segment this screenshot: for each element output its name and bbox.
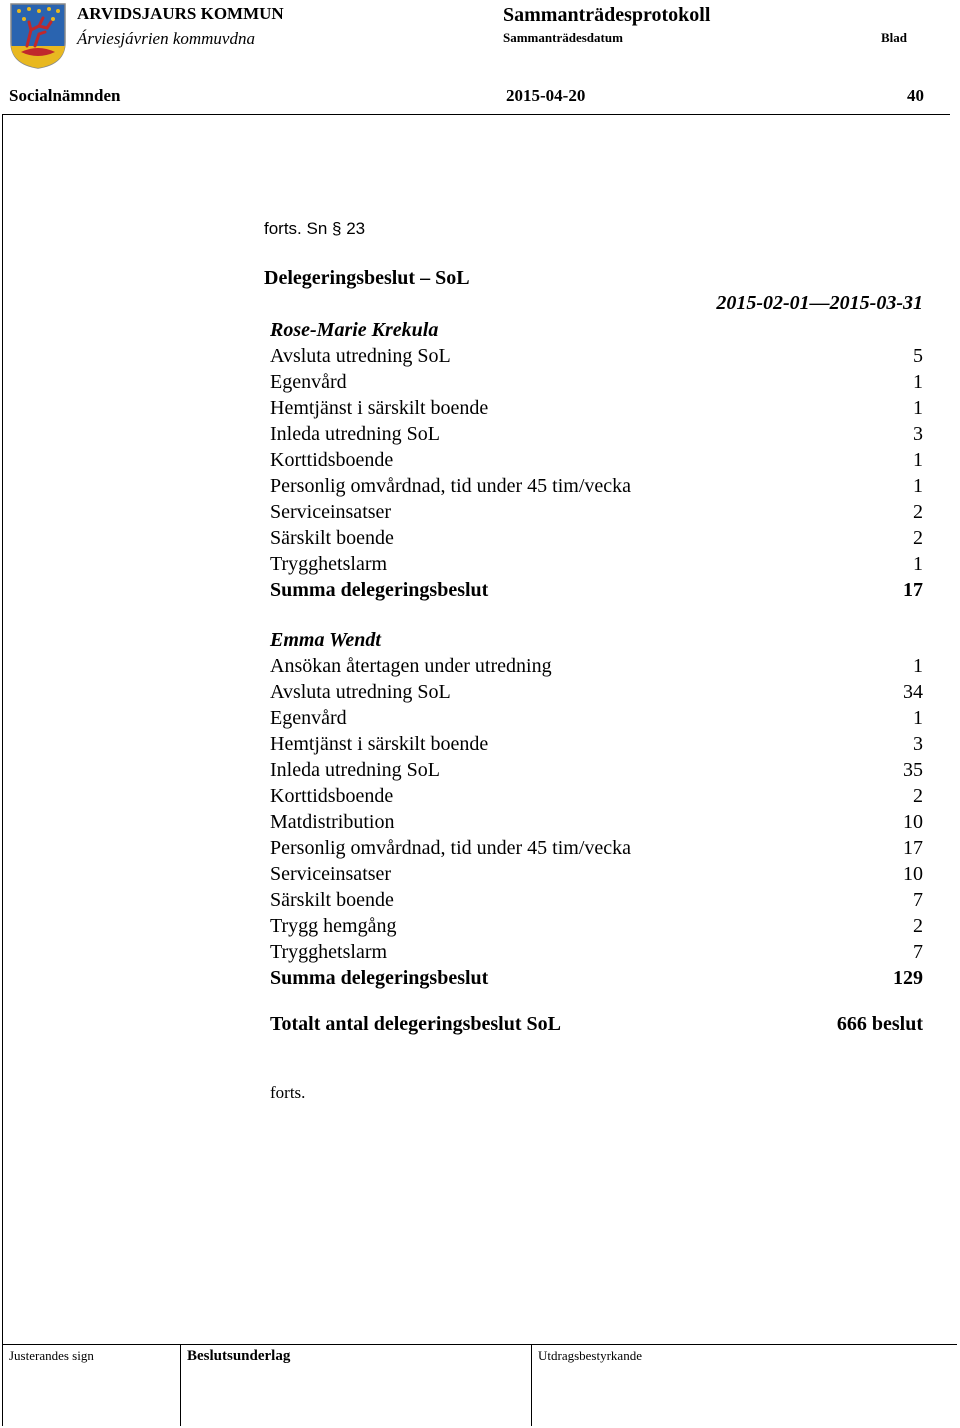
list-item [270, 835, 923, 861]
row-label: Hemtjänst i särskilt boende [270, 397, 489, 419]
list-item [270, 499, 923, 525]
total-label: Totalt antal delegeringsbeslut SoL [270, 1013, 561, 1035]
row-value: 1 [913, 707, 923, 729]
row-value: 35 [903, 759, 923, 781]
list-item [270, 705, 923, 731]
report-period: 2015-02-01—2015-03-31 [716, 292, 923, 314]
row-label: Matdistribution [270, 811, 395, 833]
page-label: Blad [881, 30, 908, 45]
row-label: Trygghetslarm [270, 941, 388, 963]
decision-group-emma-wendt [270, 627, 923, 991]
row-label: Avsluta utredning SoL [270, 345, 451, 367]
list-item [270, 783, 923, 809]
row-value: 7 [913, 889, 923, 911]
row-value: 10 [903, 811, 923, 833]
list-item [270, 447, 923, 473]
sum-value: 129 [893, 967, 923, 989]
row-label: Hemtjänst i särskilt boende [270, 733, 489, 755]
meeting-date: 2015-04-20 [506, 86, 586, 105]
row-value: 34 [903, 681, 923, 703]
row-label: Korttidsboende [270, 449, 394, 471]
row-label: Serviceinsatser [270, 501, 392, 523]
row-label: Avsluta utredning SoL [270, 681, 451, 703]
continued-reference: forts. Sn § 23 [264, 219, 366, 238]
signature-label: Justerandes sign [9, 1348, 94, 1363]
footer-divider [2, 1344, 957, 1345]
left-margin-line [2, 114, 3, 1426]
list-item [270, 809, 923, 835]
row-value: 1 [913, 475, 923, 497]
header-divider [2, 114, 950, 115]
row-label: Serviceinsatser [270, 863, 392, 885]
list-item [270, 679, 923, 705]
list-item [270, 757, 923, 783]
list-item [270, 731, 923, 757]
municipal-crest-logo [9, 2, 67, 70]
row-value: 5 [913, 345, 923, 367]
org-subtitle: Árviesjávrien kommuvdna [77, 29, 255, 48]
row-value: 2 [913, 915, 923, 937]
row-label: Personlig omvårdnad, tid under 45 tim/vecka [270, 475, 632, 497]
row-value: 10 [903, 863, 923, 885]
list-item [270, 913, 923, 939]
extract-certification-label: Utdragsbestyrkande [538, 1348, 642, 1363]
row-label: Särskilt boende [270, 527, 394, 549]
row-label: Ansökan återtagen under utredning [270, 655, 552, 677]
group-sum-row [270, 965, 923, 991]
total-value: 666 beslut [836, 1013, 923, 1035]
row-value: 1 [913, 655, 923, 677]
row-value: 1 [913, 397, 923, 419]
row-value: 1 [913, 449, 923, 471]
row-label: Egenvård [270, 707, 347, 729]
section-title: Delegeringsbeslut – SoL [264, 267, 470, 289]
person-name: Emma Wendt [270, 629, 381, 651]
sum-label: Summa delegeringsbeslut [270, 967, 489, 989]
list-item [270, 473, 923, 499]
org-name: ARVIDSJAURS KOMMUN [77, 4, 284, 23]
list-item [270, 369, 923, 395]
row-value: 1 [913, 553, 923, 575]
meeting-date-label: Sammanträdesdatum [503, 30, 623, 45]
list-item [270, 887, 923, 913]
row-value: 3 [913, 423, 923, 445]
row-value: 2 [913, 527, 923, 549]
committee-name: Socialnämnden [9, 86, 121, 105]
group-sum-row [270, 577, 923, 603]
row-value: 1 [913, 371, 923, 393]
row-label: Trygg hemgång [270, 915, 397, 937]
protocol-title: Sammanträdesprotokoll [503, 4, 711, 26]
row-value: 2 [913, 501, 923, 523]
row-label: Inleda utredning SoL [270, 423, 440, 445]
row-label: Personlig omvårdnad, tid under 45 tim/vecka [270, 837, 632, 859]
page-number: 40 [907, 86, 924, 105]
sum-label: Summa delegeringsbeslut [270, 579, 489, 601]
row-value: 3 [913, 733, 923, 755]
list-item [270, 861, 923, 887]
row-label: Inleda utredning SoL [270, 759, 440, 781]
decision-group-rose-marie-krekula [270, 317, 923, 603]
list-item [270, 525, 923, 551]
sum-value: 17 [903, 579, 923, 601]
list-item [270, 421, 923, 447]
row-label: Särskilt boende [270, 889, 394, 911]
row-value: 17 [903, 837, 923, 859]
row-value: 7 [913, 941, 923, 963]
row-value: 2 [913, 785, 923, 807]
list-item [270, 343, 923, 369]
list-item [270, 653, 923, 679]
row-label: Egenvård [270, 371, 347, 393]
decision-basis-label: Beslutsunderlag [187, 1348, 291, 1364]
list-item [270, 395, 923, 421]
person-name: Rose-Marie Krekula [270, 319, 439, 341]
row-label: Trygghetslarm [270, 553, 388, 575]
row-label: Korttidsboende [270, 785, 394, 807]
continued-marker: forts. [270, 1083, 306, 1102]
footer-separator-2 [531, 1344, 532, 1426]
list-item [270, 939, 923, 965]
footer-separator-1 [180, 1344, 181, 1426]
list-item [270, 551, 923, 577]
